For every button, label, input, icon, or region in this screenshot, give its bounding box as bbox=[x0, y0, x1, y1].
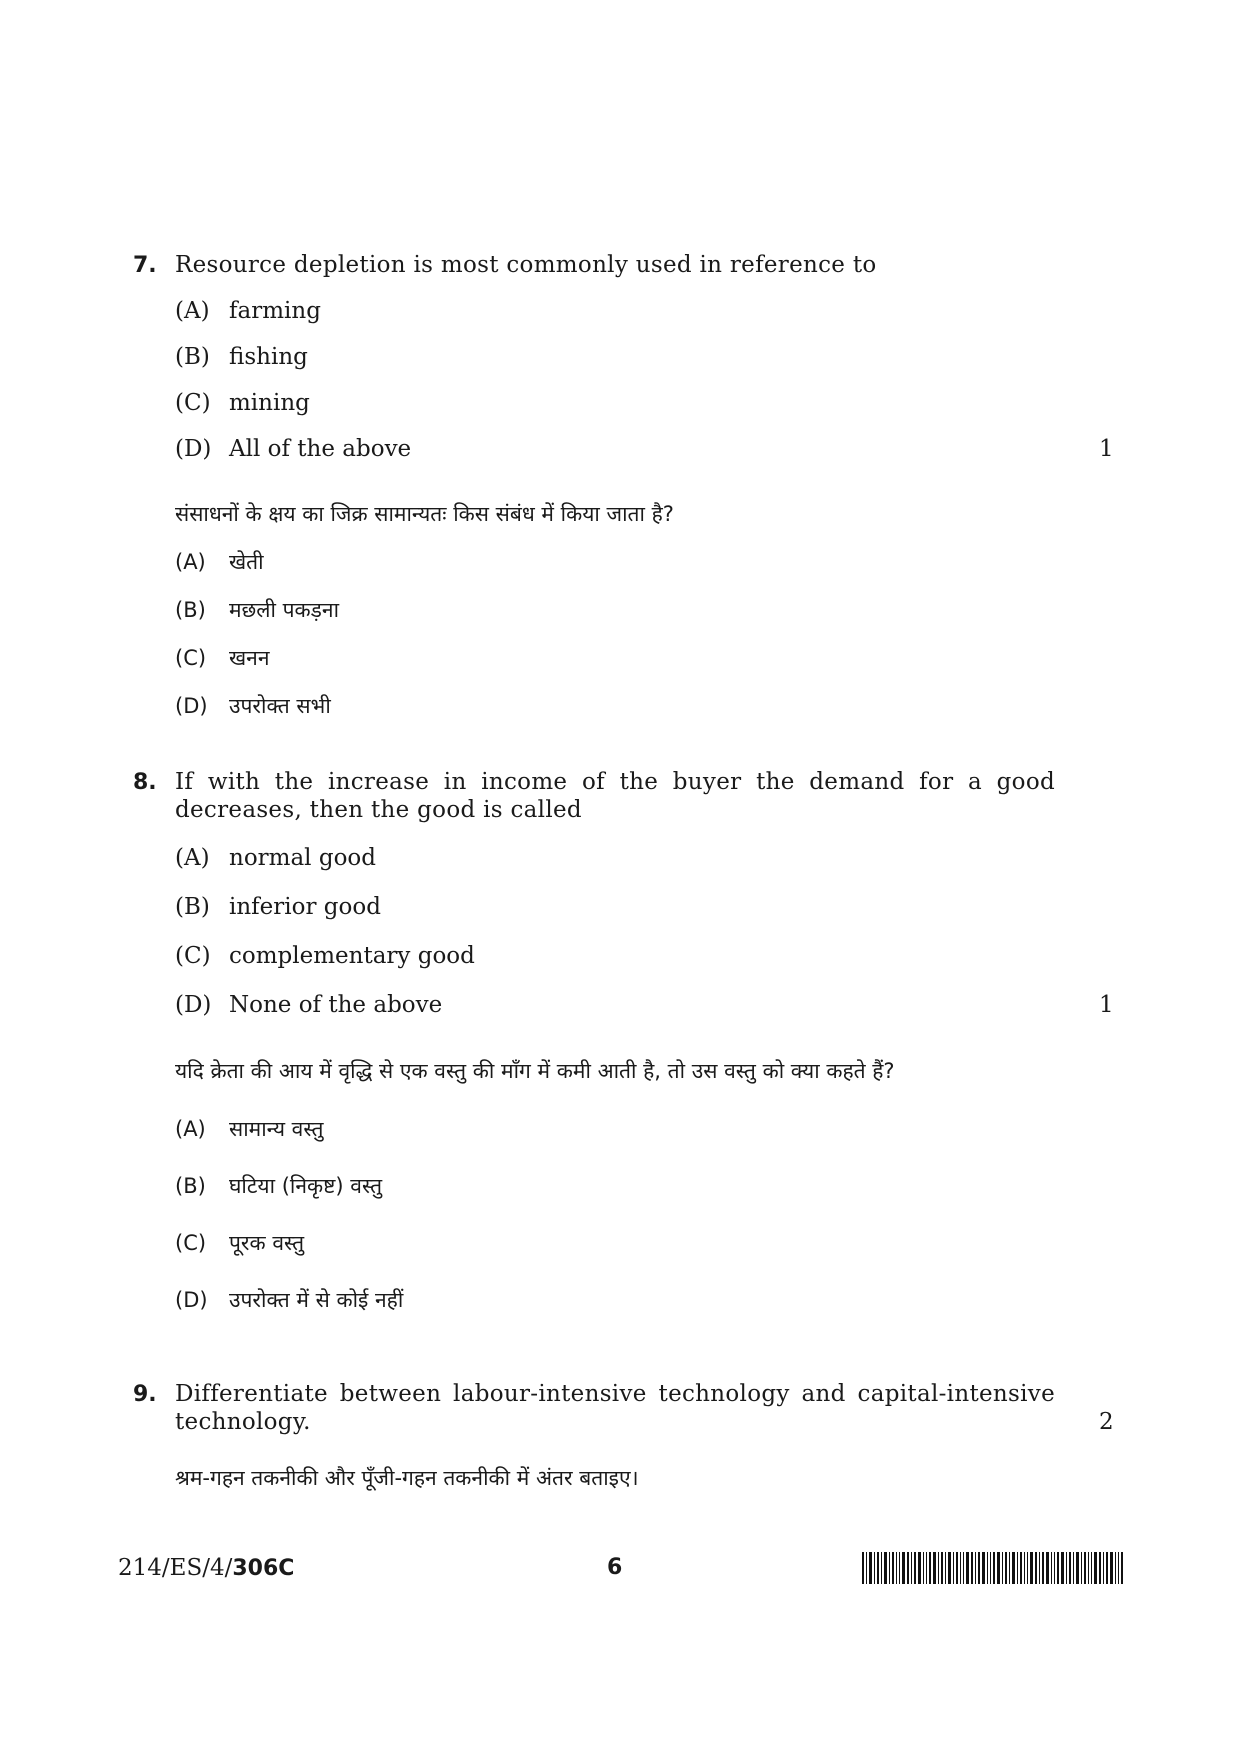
option-label: (B) bbox=[175, 894, 210, 920]
option-text: घटिया (निकृष्ट) वस्तु bbox=[229, 1174, 383, 1198]
option-label: (A) bbox=[175, 845, 210, 871]
option-text: normal good bbox=[229, 845, 376, 871]
option-text: खेती bbox=[229, 550, 264, 574]
question-9-text-line-1: Differentiate between labour-intensive technology and capital-intensive bbox=[175, 1381, 1055, 1407]
option-label: (A) bbox=[175, 550, 206, 574]
option-text: farming bbox=[229, 298, 321, 324]
option-text: All of the above bbox=[229, 436, 412, 462]
question-7-option-c-hindi bbox=[175, 644, 270, 672]
option-label: (C) bbox=[175, 1231, 207, 1255]
question-8-option-a bbox=[175, 845, 376, 871]
question-7-number: 7. bbox=[133, 253, 157, 278]
question-9-text-hindi: श्रम-गहन तकनीकी और पूँजी-गहन तकनीकी में अंतर बताइए। bbox=[175, 1466, 639, 1490]
question-8-option-d bbox=[175, 992, 442, 1018]
option-label: (C) bbox=[175, 646, 207, 670]
question-8-text-line-1: If with the increase in income of the buyer the demand for a good bbox=[175, 769, 1055, 795]
option-label: (C) bbox=[175, 943, 211, 969]
question-7-option-b-hindi bbox=[175, 596, 339, 624]
paper-code-bold: 306C bbox=[232, 1556, 295, 1581]
question-8-marks: 1 bbox=[1099, 992, 1114, 1018]
question-7-option-b bbox=[175, 344, 308, 370]
barcode-icon bbox=[862, 1552, 1123, 1584]
question-9-number: 9. bbox=[133, 1382, 157, 1407]
question-7-option-c bbox=[175, 390, 310, 416]
question-8-option-c-hindi bbox=[175, 1229, 304, 1257]
option-text: inferior good bbox=[229, 894, 381, 920]
question-8-option-c bbox=[175, 943, 475, 969]
option-text: मछली पकड़ना bbox=[229, 598, 340, 622]
option-label: (B) bbox=[175, 1174, 206, 1198]
question-9-text-line-2: technology. bbox=[175, 1409, 311, 1435]
page-number: 6 bbox=[607, 1555, 623, 1580]
option-text: पूरक वस्तु bbox=[229, 1231, 305, 1255]
paper-code-prefix: 214/ES/4/ bbox=[118, 1555, 233, 1581]
option-label: (D) bbox=[175, 694, 208, 718]
option-label: (A) bbox=[175, 298, 210, 324]
question-7-option-a-hindi bbox=[175, 548, 264, 576]
option-text: None of the above bbox=[229, 992, 443, 1018]
question-7-option-d-hindi bbox=[175, 692, 331, 720]
option-label: (A) bbox=[175, 1117, 206, 1141]
option-text: सामान्य वस्तु bbox=[229, 1117, 324, 1141]
question-9-marks: 2 bbox=[1099, 1409, 1114, 1435]
option-text: mining bbox=[229, 390, 310, 416]
question-8-option-d-hindi bbox=[175, 1286, 403, 1314]
option-text: उपरोक्त सभी bbox=[229, 694, 331, 718]
option-label: (B) bbox=[175, 598, 206, 622]
option-text: खनन bbox=[229, 646, 270, 670]
option-label: (D) bbox=[175, 436, 212, 462]
option-label: (C) bbox=[175, 390, 211, 416]
question-8-option-b bbox=[175, 894, 381, 920]
question-8-text-hindi: यदि क्रेता की आय में वृद्धि से एक वस्तु की माँग में कमी आती है, तो उस वस्तु को क्या कहते हैं? bbox=[175, 1059, 895, 1083]
option-text: complementary good bbox=[229, 943, 475, 969]
question-8-number: 8. bbox=[133, 770, 157, 795]
option-text: उपरोक्त में से कोई नहीं bbox=[229, 1288, 404, 1312]
paper-code bbox=[118, 1555, 294, 1581]
option-label: (D) bbox=[175, 992, 212, 1018]
question-8-option-b-hindi bbox=[175, 1172, 382, 1200]
question-7-option-a bbox=[175, 298, 321, 324]
question-8-text-line-2: decreases, then the good is called bbox=[175, 797, 582, 823]
question-8-option-a-hindi bbox=[175, 1115, 324, 1143]
question-7-text: Resource depletion is most commonly used in reference to bbox=[175, 252, 877, 278]
question-7-text-hindi: संसाधनों के क्षय का जिक्र सामान्यतः किस संबंध में किया जाता है? bbox=[175, 502, 674, 526]
option-text: fishing bbox=[229, 344, 308, 370]
question-7-option-d bbox=[175, 436, 411, 462]
option-label: (D) bbox=[175, 1288, 208, 1312]
option-label: (B) bbox=[175, 344, 210, 370]
question-7-marks: 1 bbox=[1099, 436, 1114, 462]
